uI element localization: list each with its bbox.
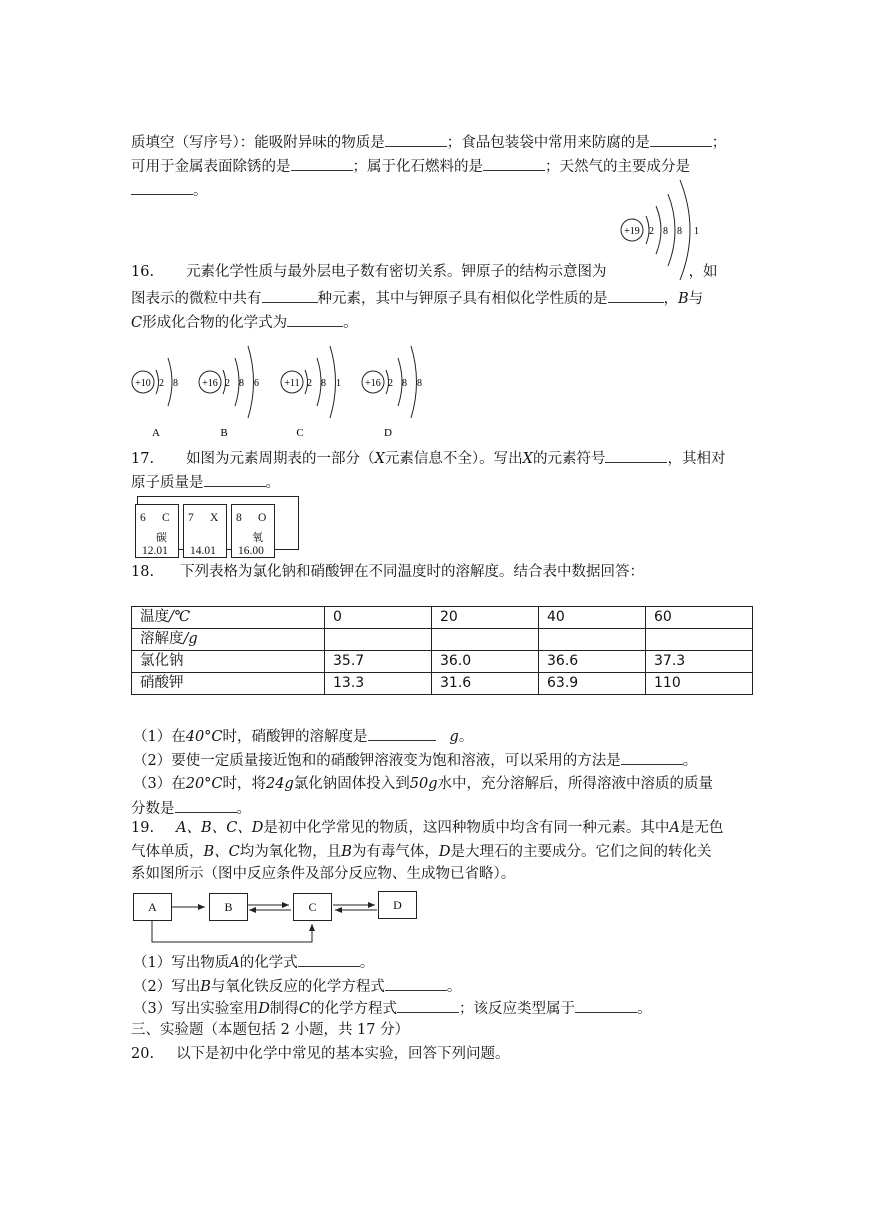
element-cell-carbon: 6 C 碳 12.01	[135, 504, 179, 558]
table-cell: 0	[325, 607, 432, 629]
answer-blank[interactable]	[385, 976, 447, 991]
q19-sub1: （1）写出物质A的化学式 。	[133, 952, 374, 973]
particle-c	[281, 346, 341, 439]
table-cell: 60	[646, 607, 753, 629]
particle-label: B	[220, 427, 228, 439]
shell-count: 8	[173, 378, 178, 389]
table-cell: 13.3	[325, 673, 432, 695]
answer-blank[interactable]	[287, 312, 343, 327]
particle-b	[199, 346, 259, 439]
table-cell: 63.9	[539, 673, 646, 695]
shell-count: 8	[677, 226, 682, 237]
q15-line3: 。	[131, 180, 208, 201]
particle-label: D	[384, 427, 392, 439]
shell-count: 8	[402, 378, 407, 389]
answer-blank[interactable]	[650, 132, 712, 147]
table-cell: 36.0	[432, 651, 539, 673]
header-cell: 温度/℃	[132, 607, 325, 629]
q16-line3: C形成化合物的化学式为 。	[131, 312, 358, 333]
q19-sub3: （3）写出实验室用D制得C的化学方程式 ；该反应类型属于 。	[133, 998, 651, 1019]
flow-node-c: C	[293, 893, 332, 921]
table-cell	[646, 629, 753, 651]
shell-count: 8	[239, 378, 244, 389]
solubility-table	[131, 606, 753, 695]
flow-node-a: A	[133, 893, 172, 921]
answer-blank[interactable]	[621, 750, 683, 765]
table-cell	[325, 629, 432, 651]
shell-count: 2	[225, 378, 230, 389]
q15-line2: 可用于金属表面除锈的是 ；属于化石燃料的是 ；天然气的主要成分是	[131, 156, 690, 177]
answer-blank[interactable]	[368, 726, 436, 741]
answer-blank[interactable]	[385, 132, 447, 147]
table-cell: 36.6	[539, 651, 646, 673]
shell-count: 8	[417, 378, 422, 389]
table-row	[132, 673, 753, 695]
table-cell: 40	[539, 607, 646, 629]
q16-line1: 16. 元素化学性质与最外层电子数有密切关系。钾原子的结构示意图为 ，如	[131, 264, 718, 280]
table-cell: 35.7	[325, 651, 432, 673]
particle-label: A	[152, 427, 160, 439]
q19-line3: 系如图所示（图中反应条件及部分反应物、生成物已省略）。	[131, 866, 516, 882]
row-label: 氯化钠	[132, 651, 325, 673]
q17-line1: 17. 如图为元素周期表的一部分（X元素信息不全）。写出X的元素符号 ，其相对	[131, 448, 725, 469]
table-cell: 20	[432, 607, 539, 629]
answer-blank[interactable]	[397, 998, 459, 1013]
shell-count: 2	[649, 226, 654, 237]
answer-blank[interactable]	[131, 180, 193, 195]
nucleus-label: +16	[365, 378, 381, 389]
q15-line1: 质填空（写序号）：能吸附异味的物质是 ；食品包装袋中常用来防腐的是 ；	[131, 132, 726, 153]
q18-line1: 18. 下列表格为氯化钠和硝酸钾在不同温度时的溶解度。结合表中数据回答：	[131, 564, 645, 580]
element-cell-oxygen: 8 O 氧 16.00	[231, 504, 275, 558]
q17-line2: 原子质量是 。	[131, 472, 280, 493]
q18-sub1: （1）在40°C时，硝酸钾的溶解度是 g。	[133, 726, 473, 747]
shell-count: 1	[336, 378, 341, 389]
nucleus-label: +10	[135, 378, 151, 389]
particle-label: C	[296, 427, 304, 439]
nucleus-label: +11	[284, 378, 300, 389]
shell-count: 2	[388, 378, 393, 389]
shell-count: 2	[159, 378, 164, 389]
shell-count: 8	[663, 226, 668, 237]
table-cell	[539, 629, 646, 651]
answer-blank[interactable]	[204, 472, 266, 487]
answer-blank[interactable]	[291, 156, 353, 171]
periodic-table-fragment	[131, 496, 301, 562]
table-row	[132, 607, 753, 629]
q18-sub3-cont: 分数是 。	[131, 798, 251, 819]
q19-line2: 气体单质，B、C均为氧化物，且B为有毒气体，D是大理石的主要成分。它们之间的转化关	[131, 844, 712, 860]
section-heading: 三、实验题（本题包括 2 小题，共 17 分）	[131, 1022, 410, 1038]
answer-blank[interactable]	[483, 156, 545, 171]
q19-sub2: （2）写出B与氧化铁反应的化学方程式 。	[133, 976, 461, 997]
nucleus-label: +16	[202, 378, 218, 389]
row-label: 硝酸钾	[132, 673, 325, 695]
element-cell-x: 7 X 14.01	[183, 504, 227, 558]
particle-d	[362, 346, 422, 439]
answer-blank[interactable]	[175, 798, 237, 813]
header-cell: 溶解度/g	[132, 629, 325, 651]
q18-sub3: （3）在20°C时，将24g氯化钠固体投入到50g水中，充分溶解后，所得溶液中溶质的质量	[133, 776, 713, 792]
table-row	[132, 629, 753, 651]
shell-count: 1	[694, 226, 699, 237]
shell-count: 6	[254, 378, 259, 389]
answer-blank[interactable]	[575, 998, 637, 1013]
q18-sub2: （2）要使一定质量接近饱和的硝酸钾溶液变为饱和溶液，可以采用的方法是 。	[133, 750, 697, 771]
answer-blank[interactable]	[262, 288, 318, 303]
particle-diagrams	[128, 340, 448, 440]
answer-blank[interactable]	[608, 288, 664, 303]
shell-count: 8	[321, 378, 326, 389]
nucleus-label: +19	[624, 226, 640, 237]
flow-node-b: B	[209, 893, 248, 921]
q20-line1: 20. 以下是初中化学中常见的基本实验，回答下列问题。	[131, 1046, 510, 1062]
particle-a	[132, 358, 178, 439]
table-row	[132, 651, 753, 673]
q16-line2: 图表示的微粒中共有 种元素，其中与钾原子具有相似化学性质的是 ，B与	[131, 288, 703, 309]
table-cell	[432, 629, 539, 651]
table-cell: 37.3	[646, 651, 753, 673]
shell-count: 2	[307, 378, 312, 389]
table-cell: 110	[646, 673, 753, 695]
q19-line1: 19. A、B、C、D是初中化学常见的物质，这四种物质中均含有同一种元素。其中A是无色	[131, 820, 724, 836]
flow-node-d: D	[378, 891, 417, 919]
answer-blank[interactable]	[605, 448, 667, 463]
table-cell: 31.6	[432, 673, 539, 695]
answer-blank[interactable]	[298, 952, 360, 967]
